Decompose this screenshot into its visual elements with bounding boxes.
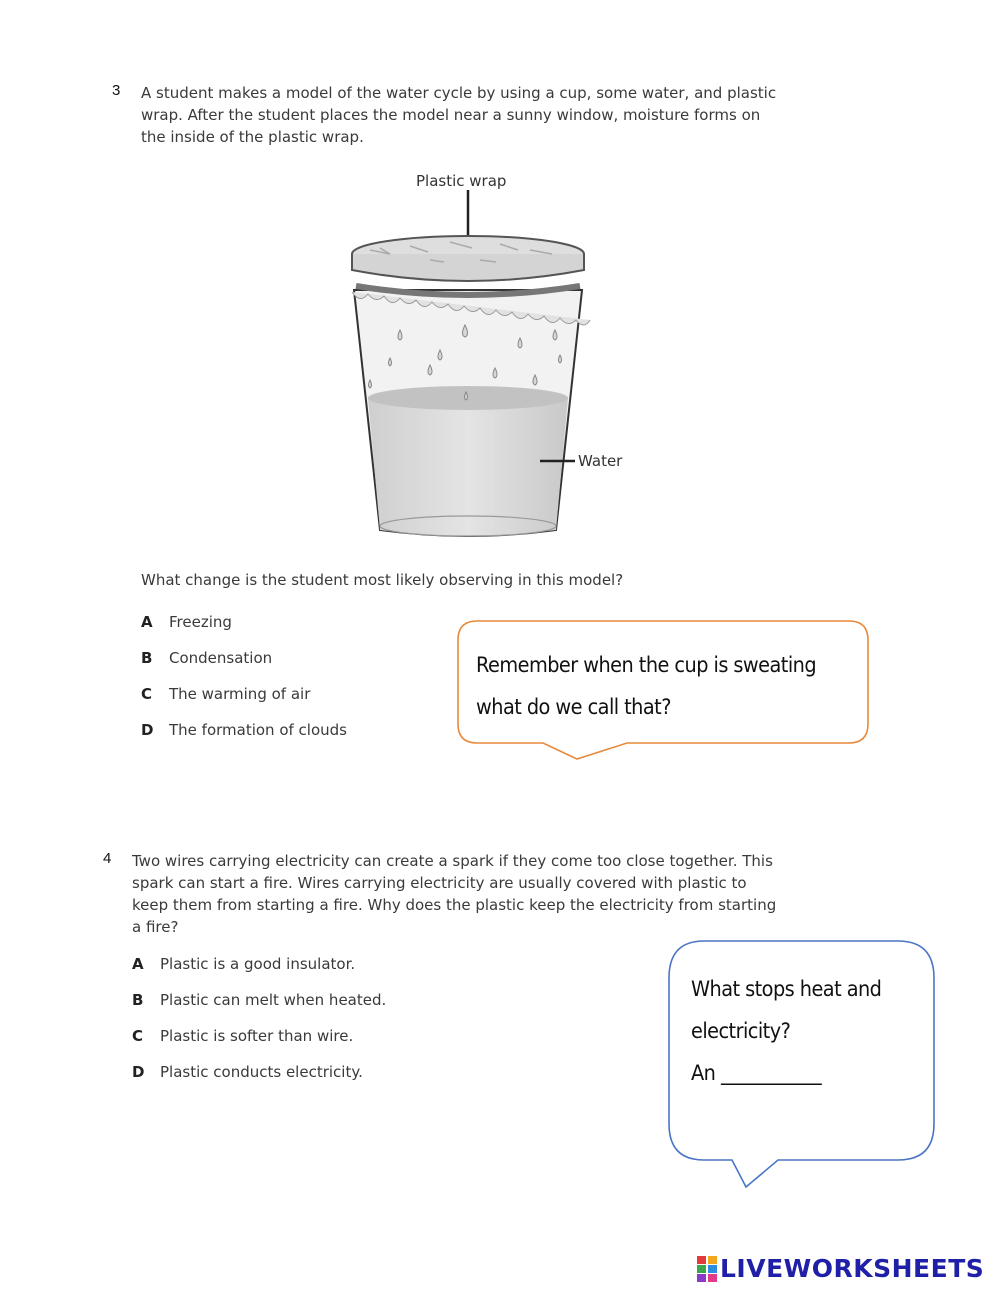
question-3-stem (141, 82, 776, 148)
hint-line: electricity? (691, 1019, 791, 1043)
choice-a[interactable] (141, 613, 347, 649)
choice-text: Plastic can melt when heated. (160, 991, 387, 1009)
question-4-hint-text (691, 968, 881, 1094)
question-4-choices (132, 955, 386, 1099)
choice-text: Plastic is softer than wire. (160, 1027, 354, 1045)
choice-letter: B (141, 649, 153, 667)
hint-line: What stops heat and (691, 977, 882, 1001)
question-4-stem-line: spark can start a fire. Wires carrying electricity are usually covered with plastic to (132, 874, 747, 892)
choice-a[interactable] (132, 955, 386, 991)
plastic-wrap-label: Plastic wrap (416, 172, 507, 190)
choice-letter: D (141, 721, 154, 739)
choice-letter: A (132, 955, 144, 973)
choice-letter: C (132, 1027, 144, 1045)
question-3-number: 3 (112, 82, 121, 99)
choice-text: Freezing (169, 613, 232, 631)
choice-text: The formation of clouds (169, 721, 347, 739)
question-3-stem-line: the inside of the plastic wrap. (141, 128, 364, 146)
choice-d[interactable] (132, 1063, 386, 1099)
question-3-choices (141, 613, 347, 757)
choice-c[interactable] (141, 685, 347, 721)
choice-d[interactable] (141, 721, 347, 757)
choice-text: The warming of air (169, 685, 311, 703)
plastic-wrap-rim (352, 254, 584, 281)
question-4-stem-line: a fire? (132, 918, 179, 936)
question-4-stem-line: keep them from starting a fire. Why does the plastic keep the electricity from starting (132, 896, 777, 914)
liveworksheets-brand[interactable]: LIVEWORKSHEETS (720, 1254, 985, 1283)
choice-letter: A (141, 613, 153, 631)
question-3-prompt: What change is the student most likely observing in this model? (141, 571, 624, 589)
hint-line: Remember when the cup is sweating (476, 653, 817, 677)
cup-water (368, 398, 568, 536)
choice-letter: B (132, 991, 144, 1009)
question-3-hint-text (476, 644, 816, 728)
choice-letter: C (141, 685, 153, 703)
choice-c[interactable] (132, 1027, 386, 1063)
choice-text: Plastic conducts electricity. (160, 1063, 363, 1081)
question-3-stem-line: wrap. After the student places the model near a sunny window, moisture forms on (141, 106, 761, 124)
choice-b[interactable] (141, 649, 347, 685)
question-4-number: 4 (103, 850, 112, 867)
choice-text: Condensation (169, 649, 273, 667)
water-cup-model-figure (330, 160, 650, 550)
liveworksheets-logo-icon (696, 1255, 718, 1283)
choice-b[interactable] (132, 991, 386, 1027)
water-label: Water (578, 452, 623, 470)
hint-line: what do we call that? (476, 695, 671, 719)
water-surface (368, 386, 568, 410)
choice-text: Plastic is a good insulator. (160, 955, 356, 973)
question-3-stem-line: A student makes a model of the water cycle by using a cup, some water, and plastic (141, 84, 777, 102)
question-4-stem (132, 850, 776, 938)
question-4-stem-line: Two wires carrying electricity can create a spark if they come too close together. This (132, 852, 773, 870)
choice-letter: D (132, 1063, 145, 1081)
hint-line: An ___________ (691, 1061, 822, 1085)
